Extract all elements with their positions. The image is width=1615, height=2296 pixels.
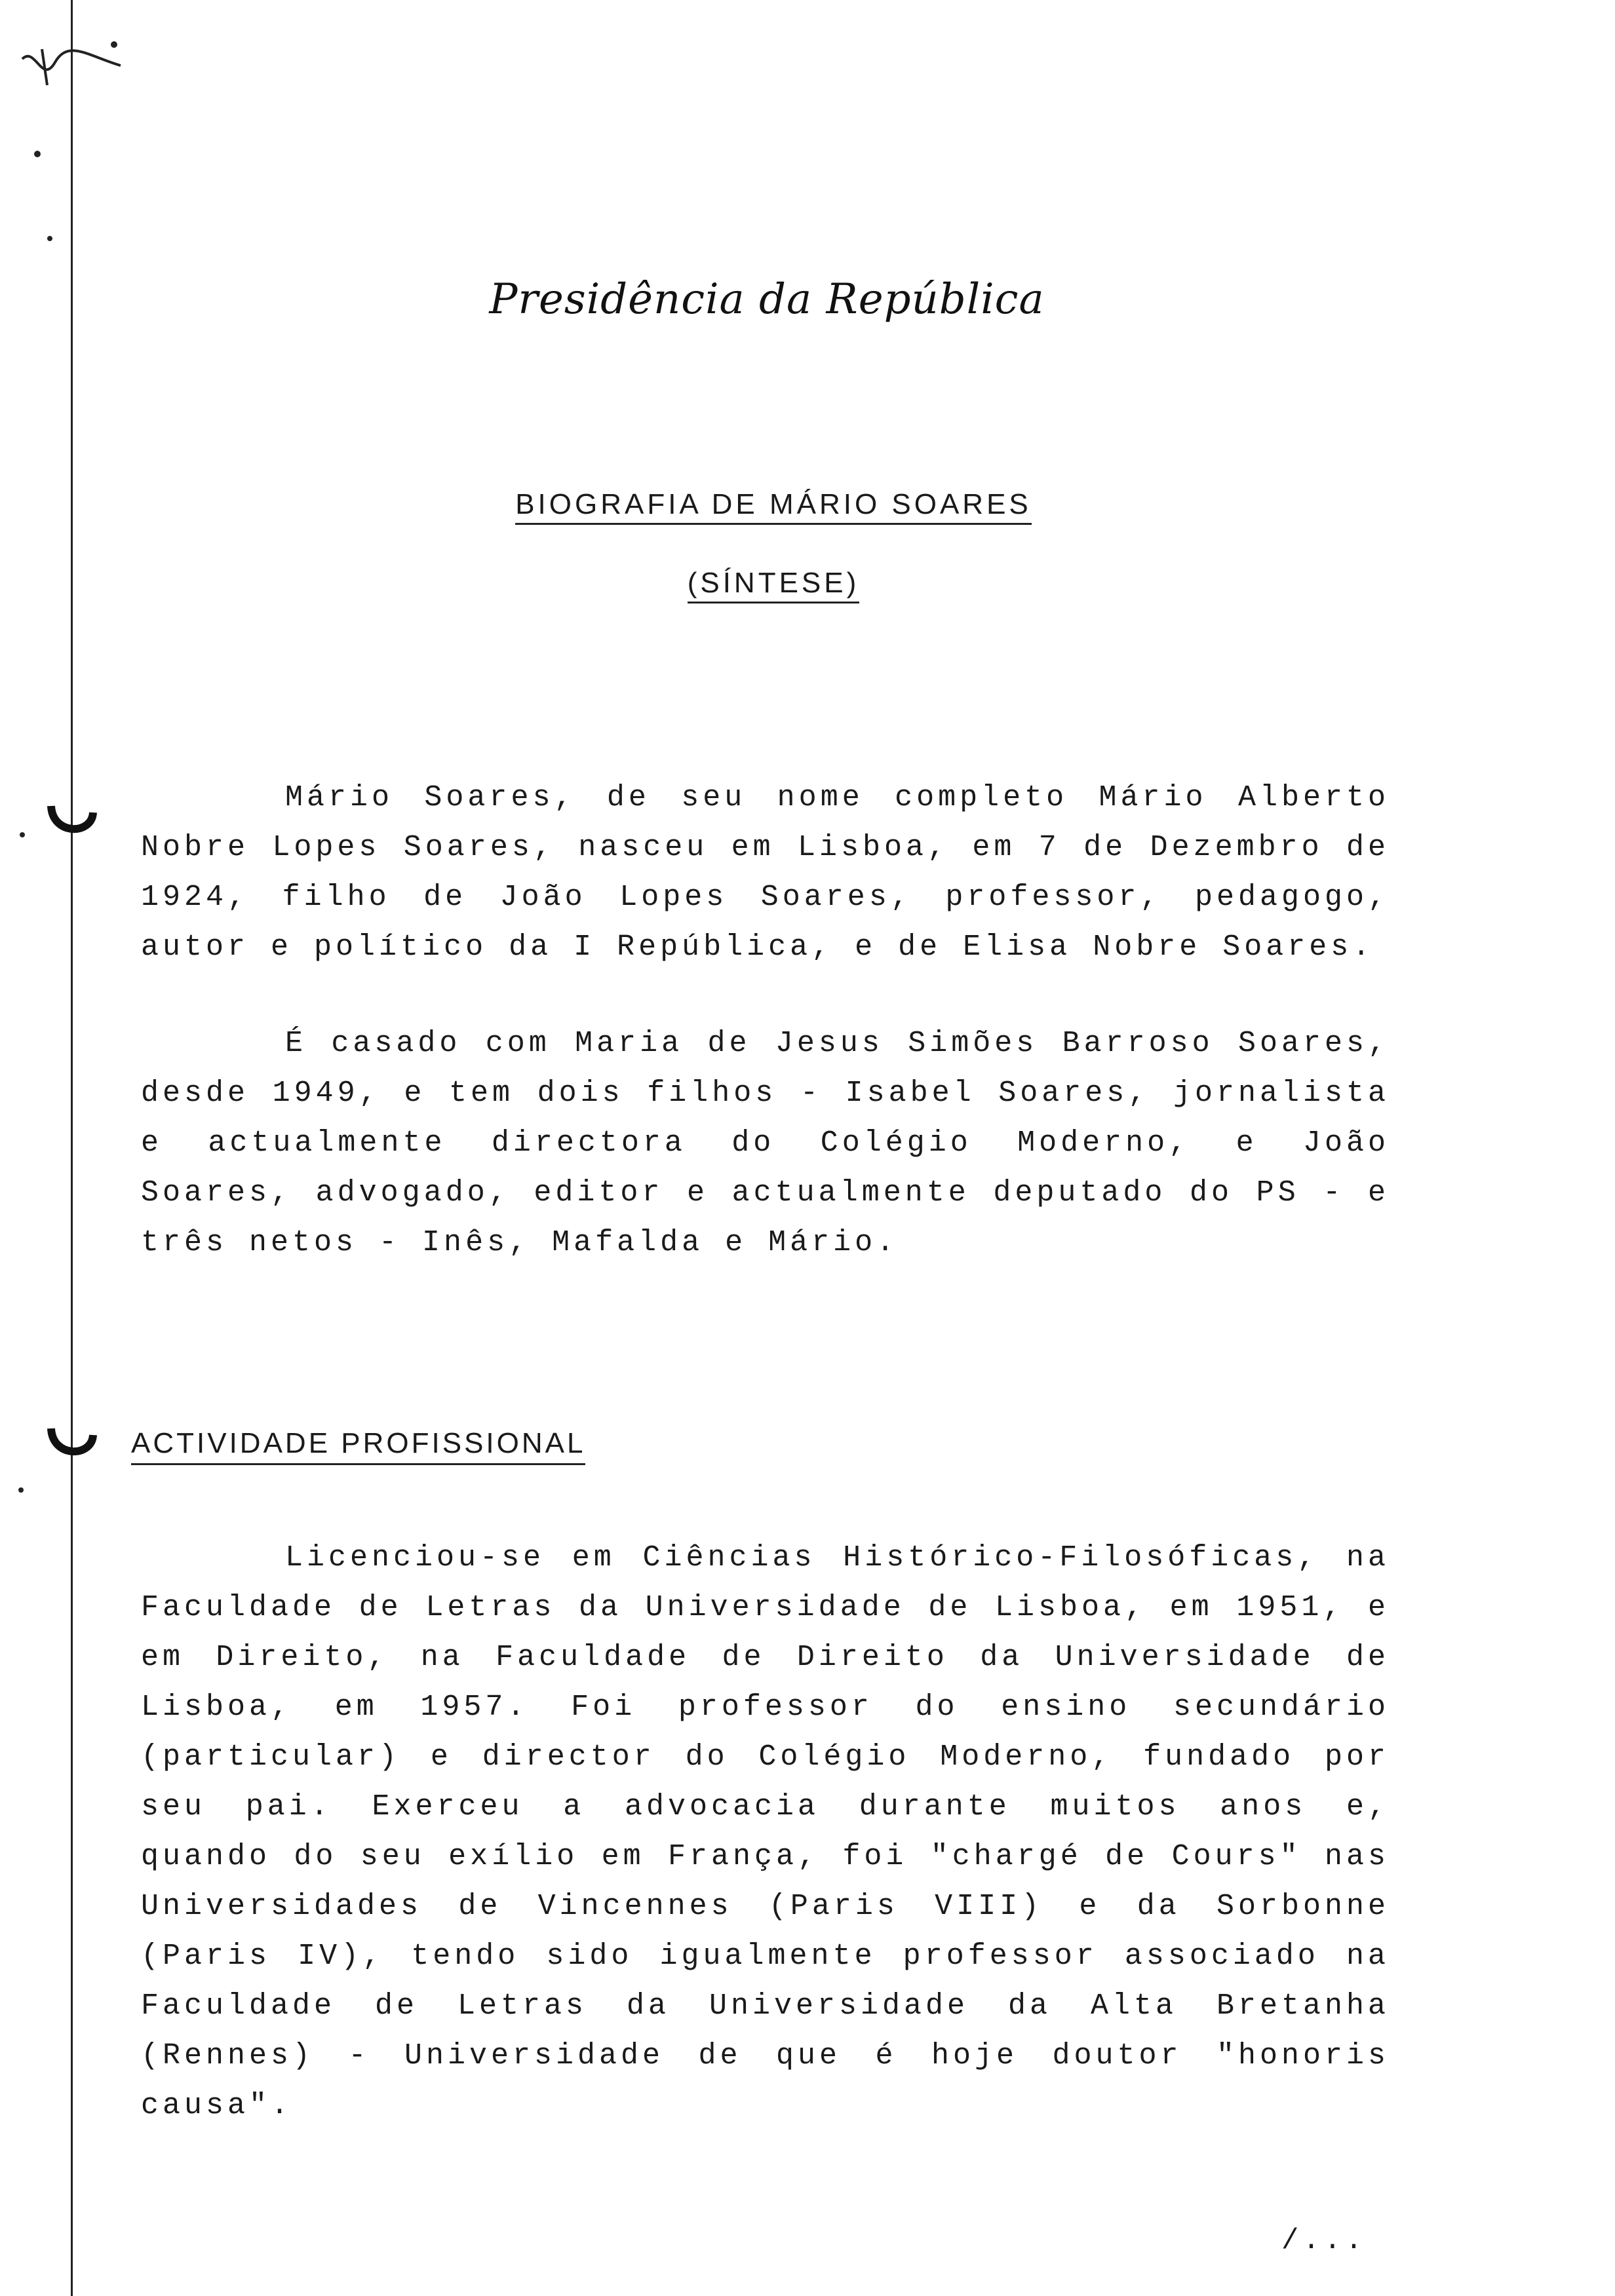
page-continuation-mark: /...: [1281, 2225, 1367, 2257]
document-title: [459, 488, 1088, 521]
section-paragraph: Licenciou-se em Ciências Histórico-Filosóficas, na Faculdade de Letras da Universidade de Lisboa, em 1951, e em Direito, na Faculdade de Direito da Universidade de Lisboa, em 1957. Foi professor do ensino secundário (particular) e director do Colégio Moderno, fundado por seu pai. Exerceu a advocacia durante muitos anos e, quando do seu exílio em França, foi "chargé de Cours" nas Universidades de Vincennes (Paris VIII) e da Sorbonne (Paris IV), tendo sido igualmente professor associado na Faculdade de Letras da Universidade da Alta Bretanha (Rennes) - Universidade de que é hoje doutor "honoris causa".: [141, 1541, 1390, 2122]
scan-dot: [18, 1487, 24, 1493]
intro-paragraph-family: É casado com Maria de Jesus Simões Barroso Soares, desde 1949, e tem dois filhos - Isabel Soares, jornalista e actualmente directora do Colégio Moderno, e João Soares, advogado, editor e actualmente deputado do PS - e três netos - Inês, Mafalda e Mário.: [141, 1027, 1390, 1259]
document-title-text: BIOGRAFIA DE MÁRIO SOARES: [515, 488, 1032, 525]
scan-dot: [20, 832, 25, 837]
scan-dot: [34, 151, 41, 157]
punch-hole-mark: [46, 799, 98, 845]
punch-hole-mark: [46, 1422, 98, 1468]
document-subtitle-text: (SÍNTESE): [688, 567, 860, 603]
section-heading: [131, 1427, 585, 1460]
margin-scribble-mark: [16, 39, 127, 92]
scan-dot: [47, 236, 52, 241]
section-heading-text: ACTIVIDADE PROFISSIONAL: [131, 1427, 585, 1465]
binding-line: [71, 0, 73, 2296]
intro-paragraph-birth: Mário Soares, de seu nome completo Mário Alberto Nobre Lopes Soares, nasceu em Lisboa, em 7 de Dezembro de 1924, filho de João Lopes Soares, professor, pedagogo, autor e político da I República, e de Elisa Nobre Soares.: [141, 781, 1390, 964]
document-subtitle: [459, 567, 1088, 600]
letterhead: Presidência da República: [489, 275, 1045, 324]
